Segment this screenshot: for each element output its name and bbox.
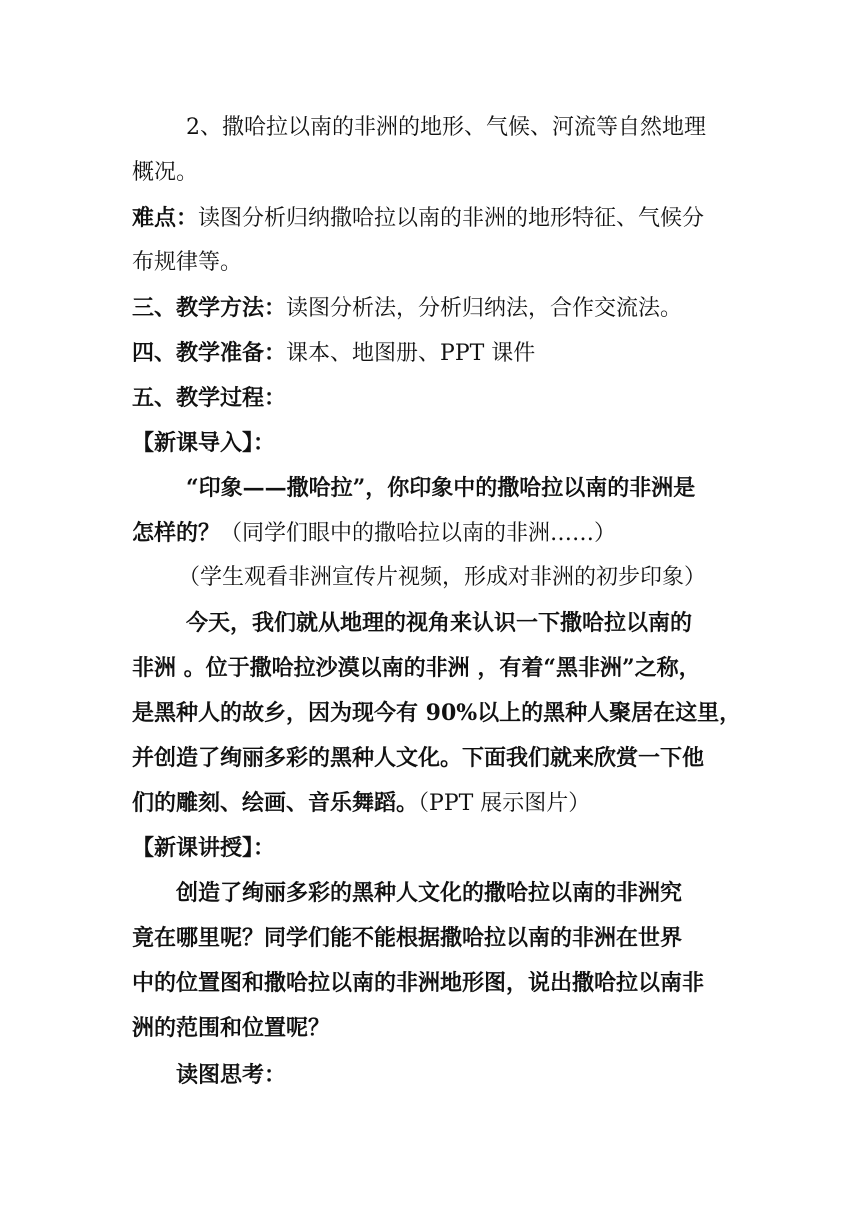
lecture-p1-line-4: 洲的范围和位置呢？ xyxy=(132,1015,331,1041)
difficulty-line-2: 布规律等。 xyxy=(132,250,243,275)
intro-p3-line-1: 今天，我们就从地理的视角来认识一下撒哈拉以南的 xyxy=(186,610,693,636)
intro-p1-line-2 xyxy=(132,518,742,548)
difficulty-label: 难点： xyxy=(132,205,199,231)
lecture-p1-line-3: 中的位置图和撒哈拉以南的非洲地形图，说出撒哈拉以南非 xyxy=(132,970,705,996)
lecture-p1-line-2: 竟在哪里呢？同学们能不能根据撒哈拉以南的非洲在世界 xyxy=(132,925,683,951)
intro-p1-question: 怎样的？ xyxy=(132,520,221,546)
section-4-label: 四、教学准备： xyxy=(132,340,287,366)
difficulty-text: 读图分析归纳撒哈拉以南的非洲的地形特征、气候分 xyxy=(198,206,705,231)
intro-p3-line-3: 是黑种人的故乡，因为现今有 90%以上的黑种人聚居在这里， xyxy=(132,700,742,726)
intro-p3-line-5 xyxy=(132,788,742,818)
lecture-p2: 读图思考： xyxy=(176,1062,287,1088)
intro-p3-arts: 们的雕刻、绘画、音乐舞蹈。 xyxy=(132,790,419,816)
intro-p2: （学生观看非洲宣传片视频，形成对非洲的初步印象） xyxy=(178,565,707,590)
section-teaching-methods xyxy=(132,293,742,323)
intro-p3-ppt-note: （PPT 展示图片） xyxy=(418,791,591,816)
key-point-2-line-1: 2、撒哈拉以南的非洲的地形、气候、河流等自然地理 xyxy=(186,115,706,140)
section-4-text: 课本、地图册、PPT 课件 xyxy=(286,341,536,366)
key-point-2-line-2: 概况。 xyxy=(132,160,199,185)
intro-p3-line-4: 并创造了绚丽多彩的黑种人文化。下面我们就来欣赏一下他 xyxy=(132,745,705,771)
section-teaching-process: 五、教学过程： xyxy=(132,385,287,411)
section-teaching-preparation xyxy=(132,338,742,368)
intro-p3-line-2: 非洲 。位于撒哈拉沙漠以南的非洲 ，有着“黑非洲”之称， xyxy=(132,655,701,681)
section-3-text: 读图分析法，分析归纳法，合作交流法。 xyxy=(286,296,683,321)
difficulty-line-1 xyxy=(132,203,742,233)
intro-heading: 【新课导入】： xyxy=(132,430,276,456)
lecture-p1-line-1: 创造了绚丽多彩的黑种人文化的撒哈拉以南的非洲究 xyxy=(176,880,683,906)
section-3-label: 三、教学方法： xyxy=(132,295,287,321)
intro-p1-note: （同学们眼中的撒哈拉以南的非洲……） xyxy=(220,521,617,546)
intro-p1-line-1: “印象——撒哈拉”，你印象中的撒哈拉以南的非洲是 xyxy=(186,475,696,501)
lecture-heading: 【新课讲授】： xyxy=(132,835,276,861)
